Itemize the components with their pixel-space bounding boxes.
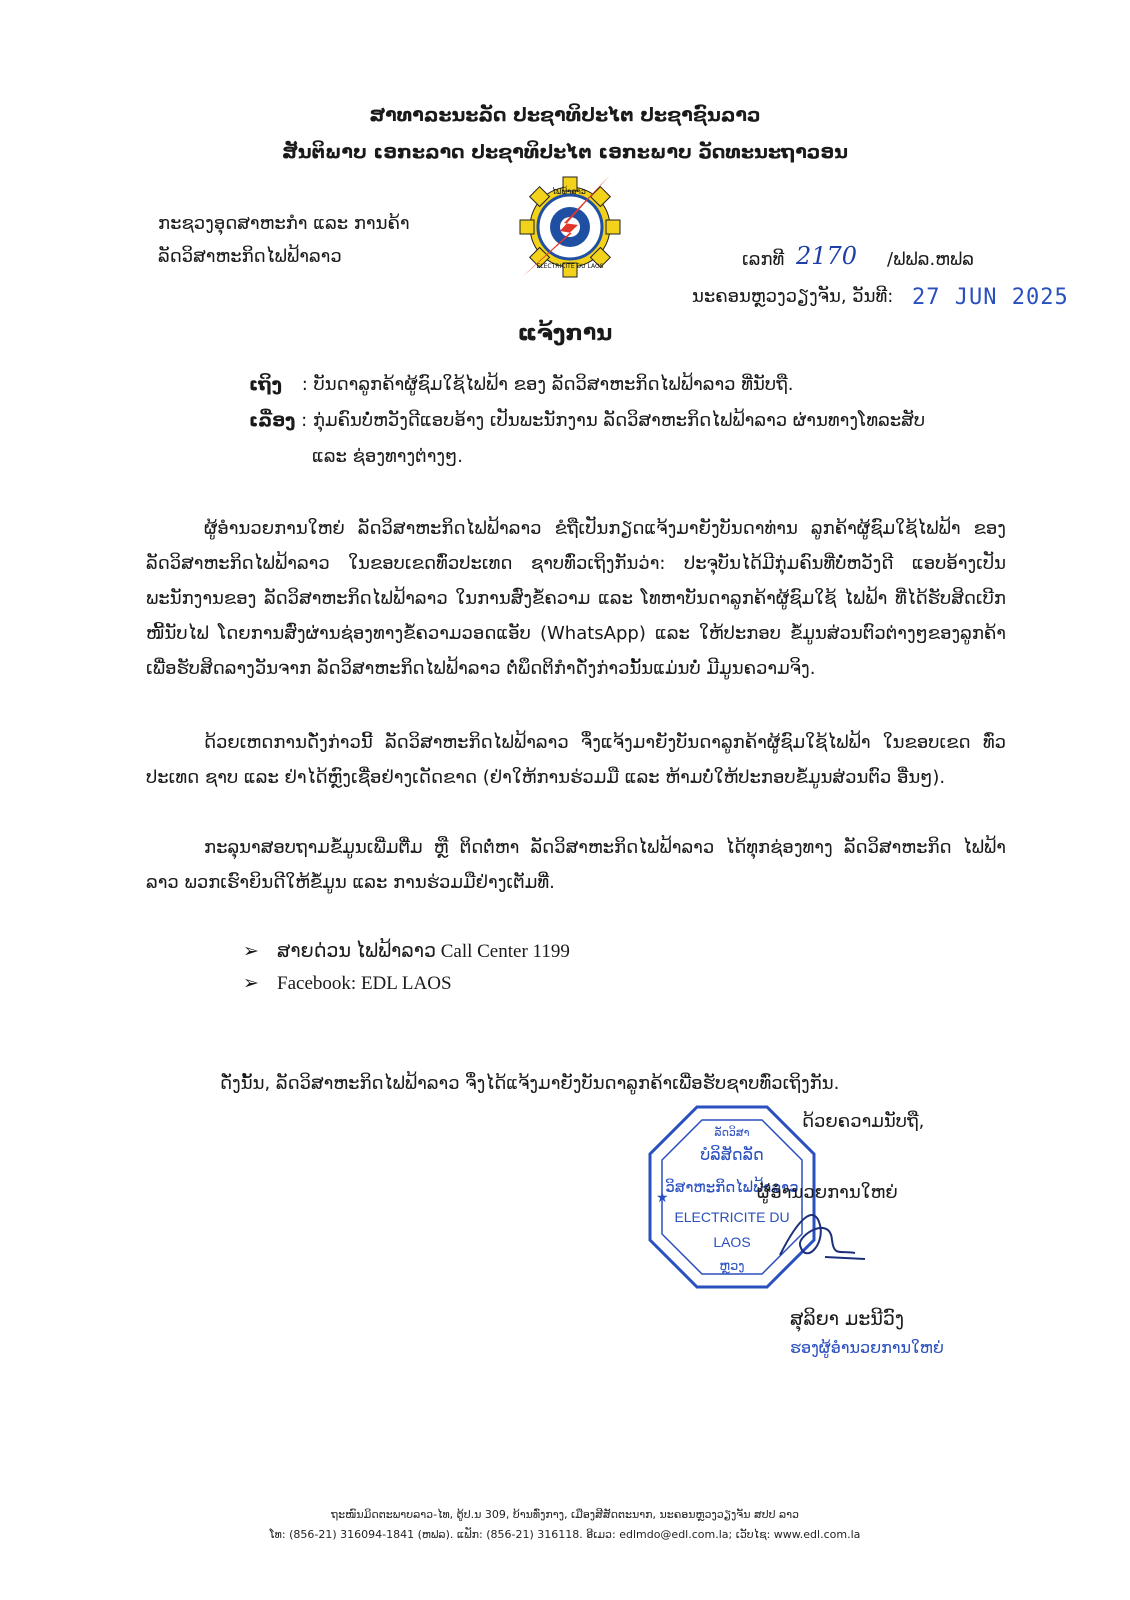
paragraph-3: ກະລຸນາສອບຖາມຂໍ້ມູນເພີ່ມຕື່ມ ຫຼື ຕິດຕໍ່ຫາ ລັດວິສາຫະກິດໄຟຟ້າລາວ ໄດ້ທຸກຊ່ອງທາງ ລັດວິສາຫະກິດ ໄຟຟ້າລາວ ພວກເຮົາຍິນດີໃຫ້ຂໍ້ມູນ ແລະ ການຮ່ວມມືຢ່າງເຕັມທີ່. <box>146 837 1006 893</box>
stamp-bottom: ຫຼວງ <box>719 1258 745 1273</box>
closing-statement: ດັ່ງນັ້ນ, ລັດວິສາຫະກິດໄຟຟ້າລາວ ຈຶ່ງໄດ້ແຈ້ງມາຍັງບັນດາລູກຄ້າເພື່ອຮັບຊາບທົ່ວເຖິງກັນ. <box>220 1073 840 1094</box>
reference-number: 2170 <box>796 242 858 270</box>
stamp-line-2: ວິສາຫະກິດໄຟຟ້າລາວ <box>665 1179 799 1196</box>
national-motto: ສັນຕິພາບ ເອກະລາດ ປະຊາທິປະໄຕ ເອກະພາບ ວັດທະນະຖາວອນ <box>282 141 848 163</box>
signer-position: ຜູ້ອໍານວຍການໃຫຍ່ <box>757 1182 898 1203</box>
paragraph-1: ຜູ້ອໍານວຍການໃຫຍ່ ລັດວິສາຫະກິດໄຟຟ້າລາວ ຂໍຖືເປັນກຽດແຈ້ງມາຍັງບັນດາທ່ານ ລູກຄ້າຜູ້ຊົມໃຊ້ໄຟຟ້າ ຂອງ ລັດວິສາຫະກິດໄຟຟ້າລາວ ໃນຂອບເຂດທົ່ວປະເທດ ຊາບທົ່ວເຖິງກັນວ່າ: ປະຈຸບັນໄດ້ມີກຸ່ມຄົນທີ່ບໍ່ຫວັງດີ ແອບອ້າງເປັນພະນັກງານຂອງ ລັດວິສາຫະກິດໄຟຟ້າລາວ ໃນການສົ່ງຂໍ້ຄວາມ ແລະ ໂທຫາບັນດາລູກຄ້າຜູ້ຊົມໃຊ້ ໄຟຟ້າ ທີ່ໄດ້ຮັບສິດເບີກໜີ້ນັບໄຟ ໂດຍການສົ່ງຜ່ານຊ່ອງທາງຂໍ້ຄວາມວອດແອັບ (WhatsApp) ແລະ ໃຫ້ປະກອບ ຂໍ້ມູນສ່ວນຕົວຕ່າງໆຂອງລູກຄ້າ ເພື່ອຮັບສິດລາງວັນຈາກ ລັດວິສາຫະກິດໄຟຟ້າລາວ ຕໍ່ພຶດຕິກໍາດັ່ງກ່າວນັ້ນແມ່ນບໍ່ ມີມູນຄວາມຈິງ. <box>146 518 1006 679</box>
logo-text-top: ໄຟຟ້າລາວ <box>552 187 586 196</box>
arrow-icon: ➢ <box>243 940 259 962</box>
footer-address: ຖະໜົນມິດຕະພາບລາວ-ໄທ, ຕູ້ປ.ນ 309, ບ້ານທົ່ງກາງ, ເມືອງສີສັດຕະນາກ, ນະຄອນຫຼວງວຽງຈັນ ສປປ ລາວ <box>331 1508 799 1521</box>
star-icon: ★ <box>656 1189 669 1205</box>
to-text: : ບັນດາລູກຄ້າຜູ້ຊົມໃຊ້ໄຟຟ້າ ຂອງ ລັດວິສາຫະກິດໄຟຟ້າລາວ ທີ່ນັບຖື. <box>301 374 794 395</box>
contact-text: Facebook: EDL LAOS <box>277 973 452 994</box>
logo-text-bottom: ELECTRICITE DU LAOS <box>536 263 604 270</box>
stamp-line-1: ບໍລິສັດລັດ <box>700 1147 764 1164</box>
paragraph-2: ດ້ວຍເຫດການດັ່ງກ່າວນີ້ ລັດວິສາຫະກິດໄຟຟ້າລາວ ຈຶ່ງແຈ້ງມາຍັງບັນດາລູກຄ້າຜູ້ຊົມໃຊ້ໄຟຟ້າ ໃນຂອບເຂດ ທົ່ວປະເທດ ຊາບ ແລະ ຢ່າໄດ້ຫຼົງເຊື່ອຢ່າງເດັດຂາດ (ຢ່າໃຫ້ການຮ່ວມມື ແລະ ຫ້າມບໍ່ໃຫ້ປະກອບຂໍ້ມູນສ່ວນຕົວ ອື່ນໆ). <box>146 732 1006 788</box>
footer-contact: ໂທ: (856-21) 316094-1841 (ຫຟລ). ແຟັກ: (856-21) 316118. ອີເມວ: edlmdo@edl.com.la; ເວັບໄຊ: www.edl.com.la <box>269 1528 861 1541</box>
edl-logo <box>512 172 622 282</box>
contact-text: ສາຍດ່ວນ ໄຟຟ້າລາວ Call Center 1199 <box>277 941 570 962</box>
contact-facebook <box>243 972 452 995</box>
ministry-name: ກະຊວງອຸດສາຫະກໍາ ແລະ ການຄ້າ <box>158 213 410 234</box>
regards: ດ້ວຍຄວາມນັບຖື, <box>802 1111 925 1132</box>
signer-title: ຮອງຜູ້ອໍານວຍການໃຫຍ່ <box>790 1338 944 1357</box>
subject-line-2: ແລະ ຊ່ອງທາງຕ່າງໆ. <box>312 446 463 467</box>
stamp-line-3: ELECTRICITE DU <box>674 1209 790 1225</box>
stamp-top: ລັດວິສາ <box>714 1127 750 1139</box>
stamp-line-4: LAOS <box>713 1234 751 1250</box>
company-name: ລັດວິສາຫະກິດໄຟຟ້າລາວ <box>158 246 342 267</box>
contact-call-center <box>243 940 570 963</box>
national-title: ສາທາລະນະລັດ ປະຊາທິປະໄຕ ປະຊາຊົນລາວ <box>369 104 761 126</box>
to-label: ເຖິງ <box>249 374 282 395</box>
notice-title: ແຈ້ງການ <box>517 321 613 346</box>
subject-label: ເລື່ອງ <box>249 410 296 431</box>
signer-name: ສຸລິຍາ ມະນີວົງ <box>790 1308 905 1330</box>
arrow-icon: ➢ <box>243 972 259 994</box>
place-date-label: ນະຄອນຫຼວງວຽງຈັນ, ວັນທີ: <box>692 286 894 307</box>
issue-date: 27 JUN 2025 <box>912 285 1069 310</box>
reference-number-label: ເລກທີ <box>742 249 785 270</box>
subject-line-1: : ກຸ່ມຄົນບໍ່ຫວັງດີແອບອ້າງ ເປັນພະນັກງານ ລັດວິສາຫະກິດໄຟຟ້າລາວ ຜ່ານທາງໂທລະສັບ <box>301 410 926 431</box>
handwritten-signature-icon <box>770 1195 870 1275</box>
reference-suffix: /ຟຟລ.ຫຟລ <box>887 249 974 270</box>
